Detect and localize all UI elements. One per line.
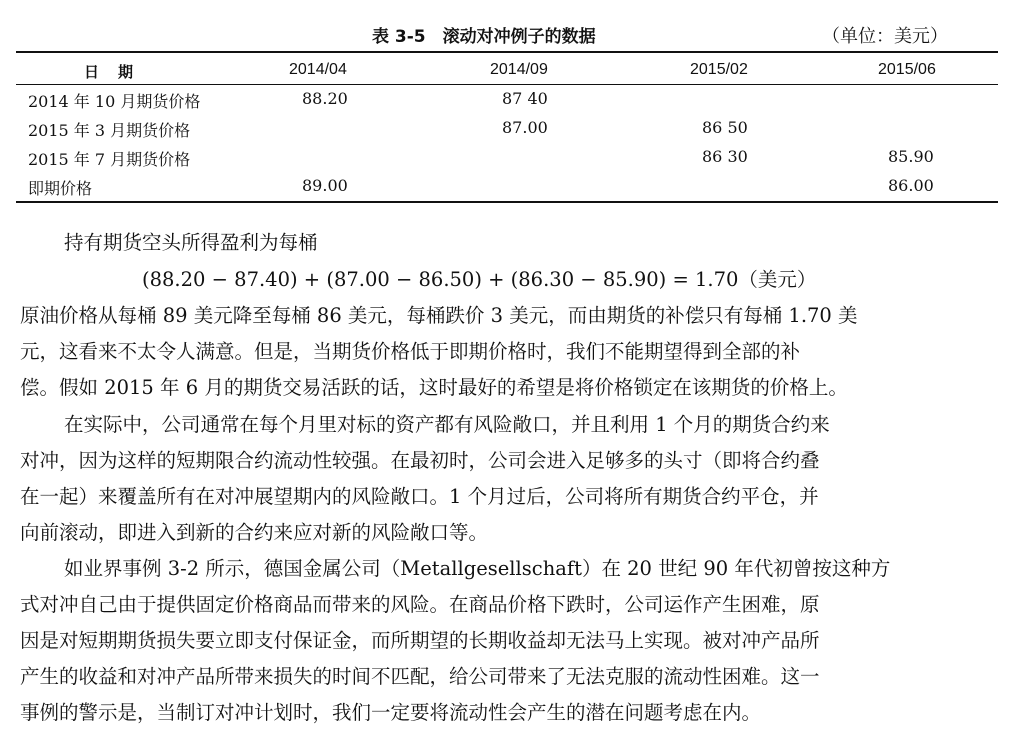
paragraph-line: 原油价格从每桶 89 美元降至每桶 86 美元，每桶跌价 3 美元，而由期货的补偿只有每桶 1.70 美	[20, 304, 858, 327]
formula: (88.20 − 87.40) + (87.00 − 86.50) + (86.30 − 85.90) = 1.70（美元）	[142, 268, 817, 291]
table-caption: 表 3-5 滚动对冲例子的数据	[372, 27, 596, 47]
column-header: 2015/06	[878, 61, 936, 78]
table-cell: 86 50	[702, 118, 748, 137]
table-cell: 88.20	[302, 89, 348, 108]
paragraph-line: 在一起）来覆盖所有在对冲展望期内的风险敞口。1 个月过后，公司将所有期货合约平仓，并	[20, 485, 819, 508]
intro-text: 持有期货空头所得盈利为每桶	[64, 231, 318, 254]
table-cell: 85.90	[888, 147, 934, 166]
table-cell: 87.00	[502, 118, 548, 137]
paragraph-line: 产生的收益和对冲产品所带来损失的时间不匹配，给公司带来了无法克服的流动性困难。这一	[20, 665, 820, 688]
table-cell: 86 30	[702, 147, 748, 166]
paragraph-line: 在实际中，公司通常在每个月里对标的资产都有风险敞口，并且利用 1 个月的期货合约来	[64, 413, 830, 436]
paragraph-line: 偿。假如 2015 年 6 月的期货交易活跃的话，这时最好的希望是将价格锁定在该期货的价格上。	[20, 376, 848, 399]
row-label: 2014 年 10 月期货价格	[28, 92, 201, 111]
table-header-rule	[16, 84, 998, 85]
paragraph-line: 对冲，因为这样的短期限合约流动性较强。在最初时，公司会进入足够多的头寸（即将合约叠	[20, 449, 820, 472]
column-header: 2015/02	[690, 61, 748, 78]
column-header: 2014/04	[289, 61, 347, 78]
table-top-rule	[16, 51, 998, 53]
table-cell: 89.00	[302, 176, 348, 195]
row-label: 2015 年 7 月期货价格	[28, 150, 191, 169]
paragraph-line: 事例的警示是，当制订对冲计划时，我们一定要将流动性会产生的潜在问题考虑在内。	[20, 701, 762, 724]
paragraph-line: 式对冲自己由于提供固定价格商品而带来的风险。在商品价格下跌时，公司运作产生困难，原	[20, 593, 820, 616]
paragraph-line: 如业界事例 3-2 所示，德国金属公司（Metallgesellschaft）在 20 世纪 90 年代初曾按这种方	[64, 557, 891, 580]
paragraph-line: 因是对短期期货损失要立即支付保证金，而所期望的长期收益却无法马上实现。被对冲产品所	[20, 629, 820, 652]
paragraph-line: 向前滚动，即进入到新的合约来应对新的风险敞口等。	[20, 521, 489, 544]
table-cell: 87 40	[502, 89, 548, 108]
table-cell: 86.00	[888, 176, 934, 195]
column-header-date: 日 期	[84, 63, 136, 81]
table-unit: （单位：美元）	[822, 26, 948, 47]
paragraph-line: 元，这看来不太令人满意。但是，当期货价格低于即期价格时，我们不能期望得到全部的补	[20, 340, 801, 363]
row-label: 即期价格	[28, 179, 93, 198]
table-bottom-rule	[16, 201, 998, 203]
column-header: 2014/09	[490, 61, 548, 78]
row-label: 2015 年 3 月期货价格	[28, 121, 191, 140]
